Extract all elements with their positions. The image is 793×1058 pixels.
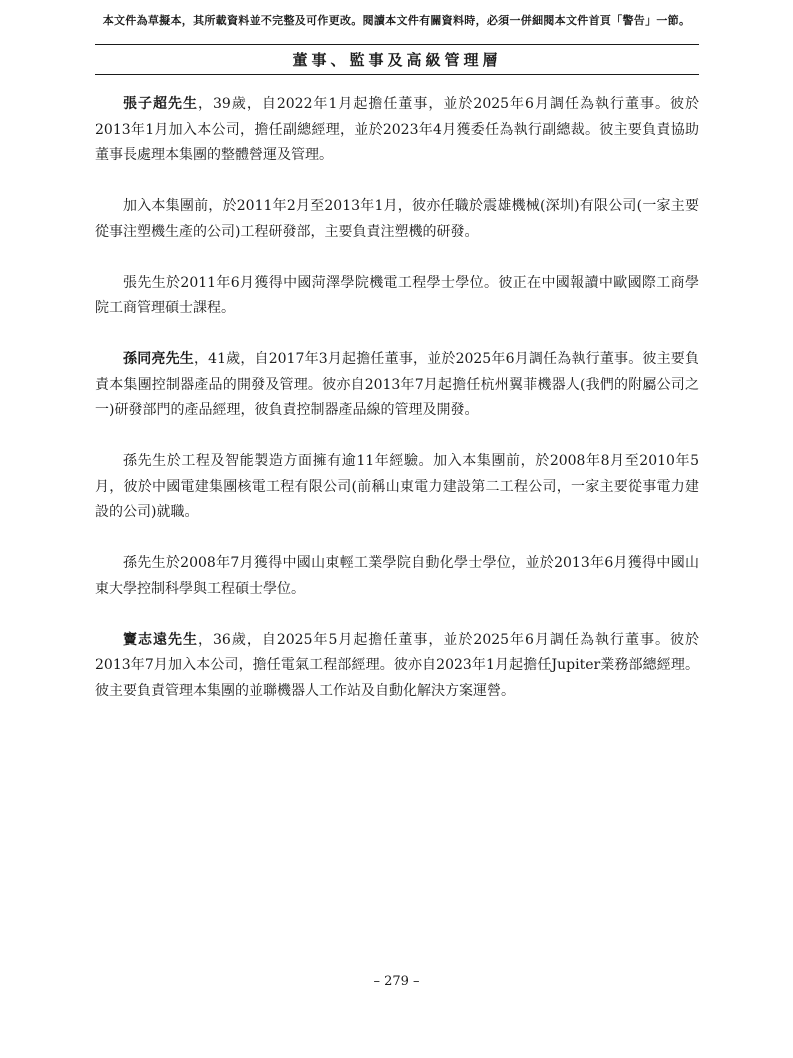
paragraph-text: ，41歲，自2017年3月起擔任董事，並於2025年6月調任為執行董事。彼主要負責本集團控制器產品的開發及管理。彼亦自2013年7月起擔任杭州翼菲機器人(我們的附屬公司之一)研發部門的產品經理，彼負責控制器產品線的管理及開發。 [95, 350, 700, 419]
paragraph-text: ，39歲，自2022年1月起擔任董事，並於2025年6月調任為執行董事。彼於2013年1月加入本公司，擔任副總經理，並於2023年4月獲委任為執行副總裁。彼主要負責協助董事長處理本集團的整體營運及管理。 [95, 96, 699, 164]
paragraph [95, 271, 699, 322]
paragraph [95, 92, 699, 169]
paragraph [95, 194, 699, 245]
person-name: 孫同亮先生 [123, 350, 194, 367]
section-header [95, 44, 699, 75]
section-title: 董事、監事及高級管理層 [292, 51, 502, 69]
page-number: – 279 – [373, 974, 420, 989]
paragraph [95, 551, 699, 602]
paragraph-text: ，36歲，自2025年5月起擔任董事，並於2025年6月調任為執行董事。彼於2013年7月加入本公司，擔任電氣工程部經理。彼亦自2023年1月起擔任Jupiter業務部總經理。彼主要負責管理本集團的並聯機器人工作站及自動化解決方案運營。 [95, 631, 699, 699]
paragraph-text: 張先生於2011年6月獲得中國菏澤學院機電工程學士學位。彼正在中國報讀中歐國際工商學院工商管理碩士課程。 [95, 274, 699, 317]
paragraph [95, 347, 699, 424]
paragraph-text: 加入本集團前，於2011年2月至2013年1月，彼亦任職於震雄機械(深圳)有限公司(一家主要從事注塑機生產的公司)工程研發部，主要負責注塑機的研發。 [95, 198, 699, 240]
person-name: 張子超先生 [123, 96, 199, 112]
paragraph-text: 孫先生於工程及智能製造方面擁有逾11年經驗。加入本集團前，於2008年8月至2010年5月，彼於中國電建集團核電工程有限公司(前稱山東電力建設第二工程公司，一家主要從事電力建設的公司)就職。 [95, 453, 699, 521]
paragraph-text: 孫先生於2008年7月獲得中國山東輕工業學院自動化學士學位，並於2013年6月獲得中國山東大學控制科學與工程碩士學位。 [95, 555, 699, 597]
person-name: 竇志遠先生 [123, 631, 199, 648]
paragraph [95, 449, 699, 526]
draft-disclaimer: 本文件為草擬本，其所載資料並不完整及可作更改。閱讀本文件有關資料時，必須一併細閱本文件首頁「警告」一節。 [102, 14, 691, 27]
body-content [95, 92, 699, 730]
paragraph [95, 628, 699, 705]
